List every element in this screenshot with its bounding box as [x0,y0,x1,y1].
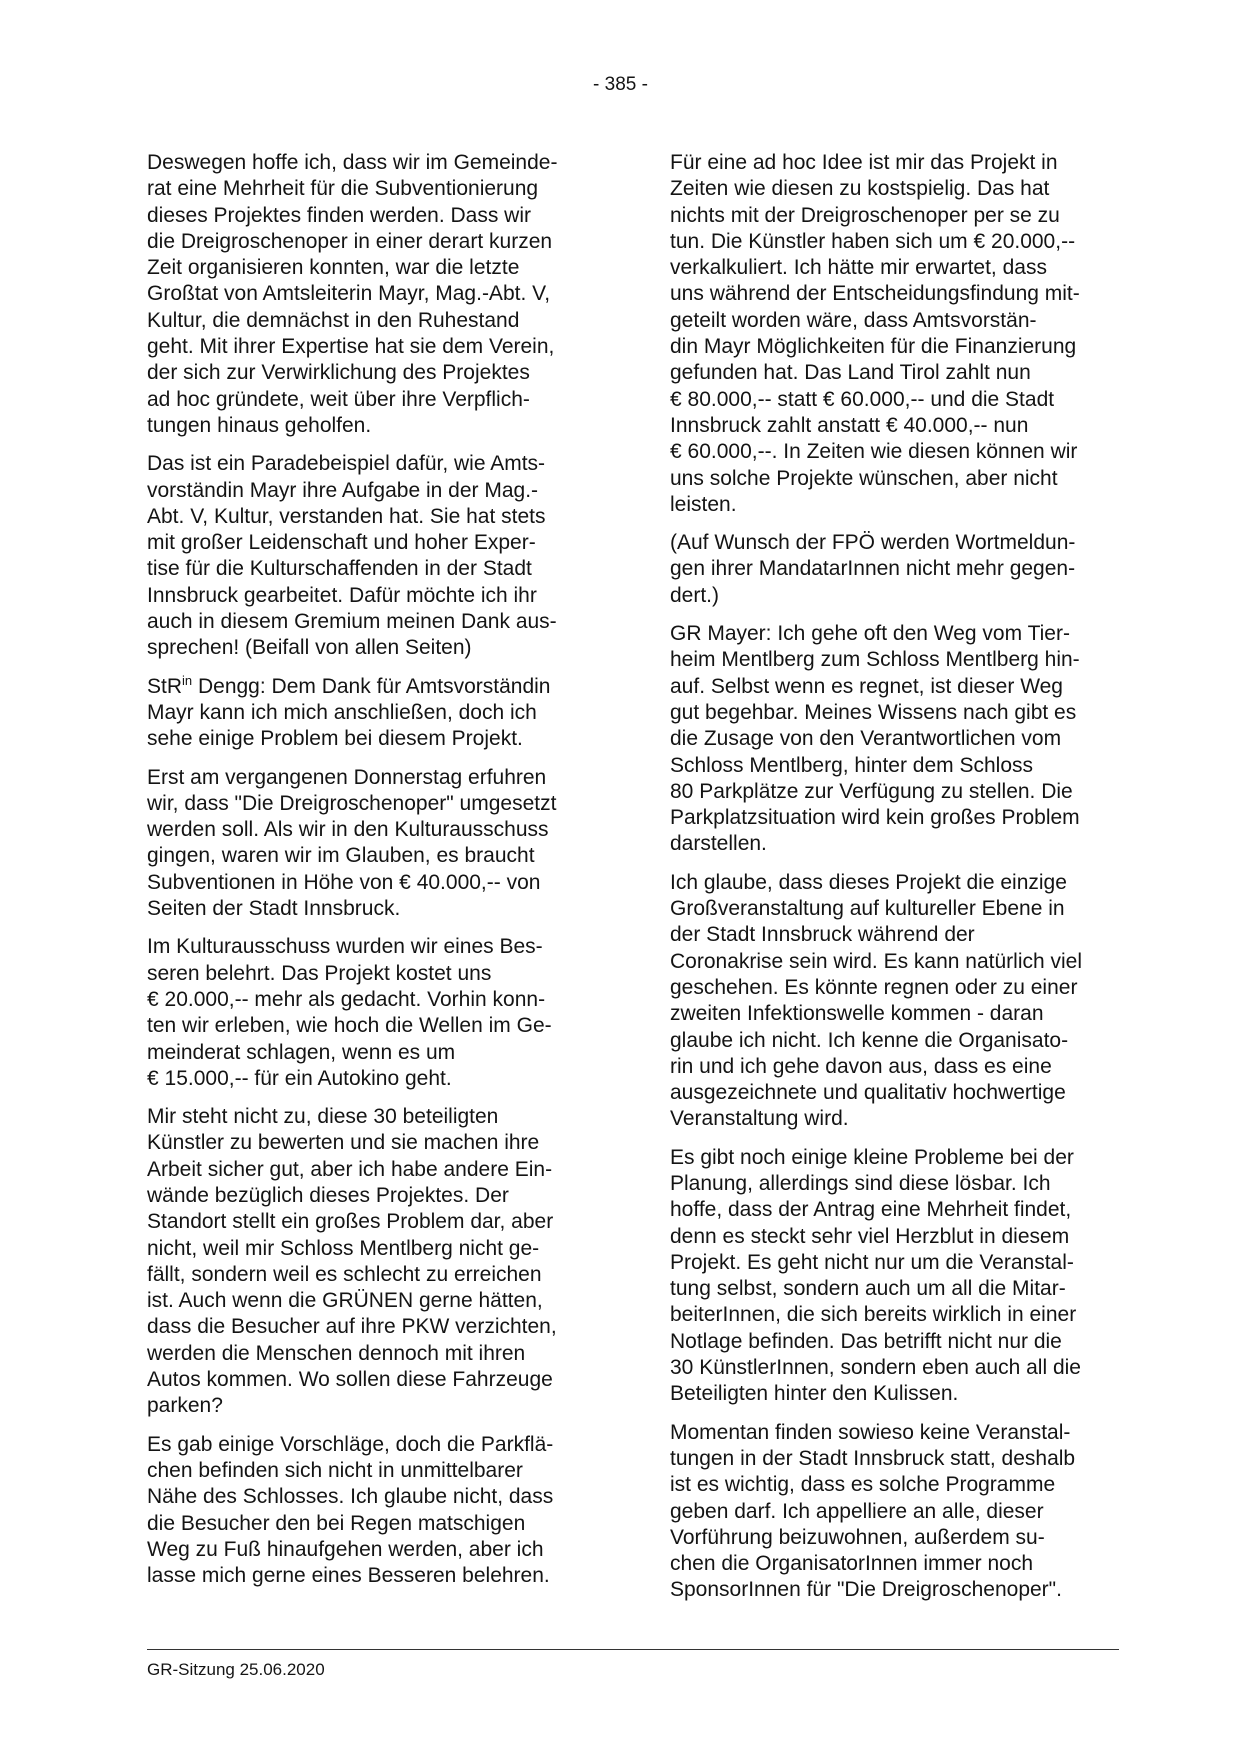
text-line: geteilt worden wäre, dass Amtsvorstän- [670,308,1037,332]
text-line: € 20.000,-- mehr als gedacht. Vorhin konn- [147,987,546,1011]
text-line: Künstler zu bewerten und sie machen ihre [147,1131,540,1155]
text-line: seren belehrt. Das Projekt kostet uns [147,961,492,985]
text-line: hoffe, dass der Antrag eine Mehrheit findet, [670,1198,1072,1222]
text-line: glaube ich nicht. Ich kenne die Organisato- [670,1028,1069,1052]
text-line: 80 Parkplätze zur Verfügung zu stellen. Die [670,779,1073,803]
page-number: - 385 - [593,74,648,95]
text-line: auf. Selbst wenn es regnet, ist dieser Weg [670,674,1063,698]
text-line: dert.) [670,583,720,607]
text-line: Ich glaube, dass dieses Projekt die einzige [670,870,1067,894]
text-line: Erst am vergangenen Donnerstag erfuhren [147,765,547,789]
text-line: uns solche Projekte wünschen, aber nicht [670,466,1058,490]
text-line: Mir steht nicht zu, diese 30 beteiligten [147,1105,499,1129]
text-line: sehe einige Problem bei diesem Projekt. [147,727,523,751]
text-line: ten wir erleben, wie hoch die Wellen im Ge- [147,1014,552,1038]
text-line: Abt. V, Kultur, verstanden hat. Sie hat stets [147,504,546,528]
text-line: verkalkuliert. Ich hätte mir erwartet, dass [670,256,1047,280]
text-line: Notlage befinden. Das betrifft nicht nur die [670,1329,1062,1353]
text-line: die Zusage von den Verantwortlichen vom [670,727,1062,751]
text-line: nicht, weil mir Schloss Mentlberg nicht ge- [147,1236,540,1260]
text-line: Vorführung beizuwohnen, außerdem su- [670,1525,1045,1549]
paragraph [147,934,597,1092]
text-line: nichts mit der Dreigroschenoper per se zu [670,203,1060,227]
text-line: 30 KünstlerInnen, sondern eben auch all die [670,1356,1081,1380]
text-line: Für eine ad hoc Idee ist mir das Projekt in [670,151,1058,174]
text-line: dieses Projektes finden werden. Dass wir [147,203,532,227]
line-text: Dem Dank für Amtsvorständin [265,674,551,698]
text-line: chen befinden sich nicht in unmittelbarer [147,1458,523,1482]
paragraph [670,150,1132,518]
text-line: der Stadt Innsbruck während der [670,923,975,947]
text-line: Veranstaltung wird. [670,1107,849,1131]
text-line: Im Kulturausschuss wurden wir eines Bes- [147,935,543,959]
text-line: darstellen. [670,832,767,856]
text-line: Deswegen hoffe ich, dass wir im Gemeinde- [147,151,558,174]
text-line: din Mayr Möglichkeiten für die Finanzierung [670,335,1077,359]
text-line: zweiten Infektionswelle kommen - daran [670,1002,1044,1026]
text-line: uns während der Entscheidungsfindung mit- [670,282,1080,306]
text-line: Es gibt noch einige kleine Probleme bei der [670,1145,1074,1169]
speaker-title: StR [147,674,183,698]
text-line: meinderat schlagen, wenn es um [147,1040,456,1064]
text-line [147,674,597,700]
paragraph [670,621,1132,858]
text-line: gefunden hat. Das Land Tirol zahlt nun [670,361,1031,385]
text-line: Großtat von Amtsleiterin Mayr, Mag.-Abt. V, [147,282,551,306]
text-line: Innsbruck gearbeitet. Dafür möchte ich ihr [147,583,537,607]
text-line: geht. Mit ihrer Expertise hat sie dem Verein, [147,335,555,359]
text-line: der sich zur Verwirklichung des Projektes [147,361,530,385]
text-line: Projekt. Es geht nicht nur um die Veranstal- [670,1250,1074,1274]
text-line: Weg zu Fuß hinaufgehen werden, aber ich [147,1537,544,1561]
paragraph [147,150,597,439]
text-line: ist. Auch wenn die GRÜNEN gerne hätten, [147,1289,543,1313]
text-line: tung selbst, sondern auch um all die Mitar- [670,1277,1066,1301]
text-line: werden die Menschen dennoch mit ihren [147,1341,526,1365]
text-line: € 15.000,-- für ein Autokino geht. [147,1066,452,1090]
text-line: die Dreigroschenoper in einer derart kurzen [147,229,553,253]
text-line: gingen, waren wir im Glauben, es braucht [147,844,535,868]
text-line: Beteiligten hinter den Kulissen. [670,1382,959,1406]
text-line: dass die Besucher auf ihre PKW verzichten, [147,1315,557,1339]
paragraph [670,1145,1132,1408]
text-line: Autos kommen. Wo sollen diese Fahrzeuge [147,1368,553,1392]
text-line: Seiten der Stadt Innsbruck. [147,897,401,921]
footer-session-date: GR-Sitzung 25.06.2020 [147,1660,325,1679]
text-line: Großveranstaltung auf kultureller Ebene in [670,897,1065,921]
text-line: beiterInnen, die sich bereits wirklich in einer [670,1303,1077,1327]
text-line: Mayr kann ich mich anschließen, doch ich [147,700,537,724]
text-line: Innsbruck zahlt anstatt € 40.000,-- nun [670,413,1029,437]
text-line: rat eine Mehrheit für die Subventionierung [147,177,539,201]
text-line: Zeiten wie diesen zu kostspielig. Das hat [670,177,1050,201]
text-line: ausgezeichnete und qualitativ hochwertige [670,1081,1066,1105]
paragraph [670,530,1132,609]
text-line: die Besucher den bei Regen matschigen [147,1511,526,1535]
text-line: werden soll. Als wir in den Kulturausschuss [147,818,549,842]
text-line: Das ist ein Paradebeispiel dafür, wie Amts- [147,452,546,476]
text-line: € 60.000,--. In Zeiten wie diesen können wir [670,440,1078,464]
text-line: geben darf. Ich appelliere an alle, dieser [670,1499,1044,1523]
text-line: tun. Die Künstler haben sich um € 20.000,-- [670,229,1076,253]
paragraph [147,765,597,923]
left-column [147,150,597,1601]
text-line: wir, dass "Die Dreigroschenoper" umgesetzt [147,791,557,815]
paragraph [147,1104,597,1420]
text-line: ist es wichtig, dass es solche Programme [670,1473,1056,1497]
text-line: wände bezüglich dieses Projektes. Der [147,1183,509,1207]
text-line: mit großer Leidenschaft und hoher Exper- [147,531,536,555]
text-line: fällt, sondern weil es schlecht zu erreichen [147,1262,542,1286]
text-line: Arbeit sicher gut, aber ich habe andere Ein- [147,1157,553,1181]
speaker-title-superscript: in [182,672,193,688]
text-line: Kultur, die demnächst in den Ruhestand [147,308,520,332]
text-line: denn es steckt sehr viel Herzblut in diesem [670,1224,1070,1248]
text-line: rin und ich gehe davon aus, dass es eine [670,1054,1052,1078]
text-line: SponsorInnen für "Die Dreigroschenoper". [670,1578,1062,1602]
footer-divider [147,1649,1119,1650]
text-line: parken? [147,1394,223,1418]
text-line: Planung, allerdings sind diese lösbar. Ich [670,1171,1051,1195]
text-line: Subventionen in Höhe von € 40.000,-- von [147,870,541,894]
text-line: (Auf Wunsch der FPÖ werden Wortmeldun- [670,531,1076,555]
paragraph [147,674,597,753]
text-line: Standort stellt ein großes Problem dar, aber [147,1210,554,1234]
text-line: leisten. [670,492,737,516]
paragraph [147,451,597,661]
text-line: Es gab einige Vorschläge, doch die Parkflä- [147,1432,554,1456]
text-line: heim Mentlberg zum Schloss Mentlberg hin- [670,648,1080,672]
text-line: ad hoc gründete, weit über ihre Verpflich- [147,387,530,411]
text-line: sprechen! (Beifall von allen Seiten) [147,636,472,660]
text-line: chen die OrganisatorInnen immer noch [670,1552,1034,1576]
text-line: Nähe des Schlosses. Ich glaube nicht, dass [147,1485,554,1509]
right-column [670,150,1132,1616]
text-line: Momentan finden sowieso keine Veranstal- [670,1420,1071,1444]
speaker-name: Dengg: [192,674,266,698]
text-line: gen ihrer MandatarInnen nicht mehr gegen- [670,557,1076,581]
text-line: Coronakrise sein wird. Es kann natürlich viel [670,949,1083,973]
text-line: Schloss Mentlberg, hinter dem Schloss [670,753,1033,777]
paragraph [670,870,1132,1133]
text-line: Zeit organisieren konnten, war die letzte [147,256,520,280]
text-line: auch in diesem Gremium meinen Dank aus- [147,610,557,634]
text-line: tungen in der Stadt Innsbruck statt, deshalb [670,1446,1076,1470]
text-line: tungen hinaus geholfen. [147,413,372,437]
text-line: GR Mayer: Ich gehe oft den Weg vom Tier- [670,622,1070,646]
text-line: tise für die Kulturschaffenden in der Stadt [147,557,532,581]
text-line: lasse mich gerne eines Besseren belehren. [147,1564,550,1588]
text-line: geschehen. Es könnte regnen oder zu einer [670,975,1078,999]
text-line: € 80.000,-- statt € 60.000,-- und die Stadt [670,387,1055,411]
text-line: gut begehbar. Meines Wissens nach gibt es [670,700,1077,724]
paragraph [147,1432,597,1590]
text-line: Parkplatzsituation wird kein großes Problem [670,806,1080,830]
paragraph [670,1420,1132,1604]
text-line: vorständin Mayr ihre Aufgabe in der Mag.- [147,478,539,502]
